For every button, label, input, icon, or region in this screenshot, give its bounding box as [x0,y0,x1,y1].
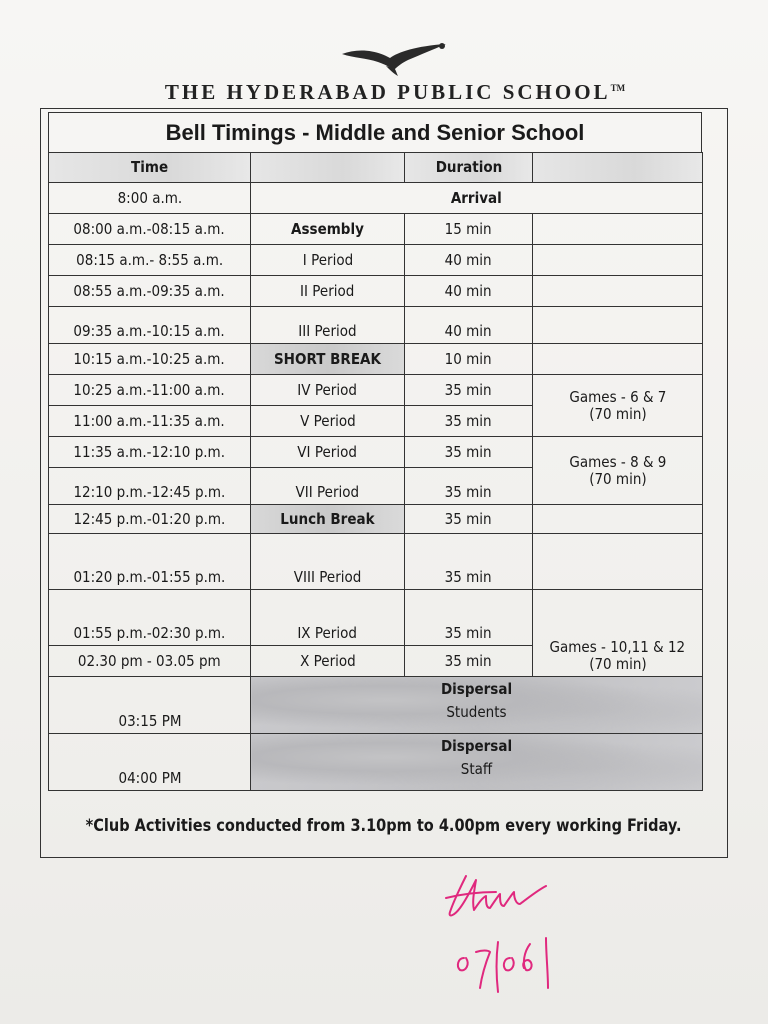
time-cell: 01:20 p.m.-01:55 p.m. [49,534,251,590]
handwritten-signature [438,858,568,998]
event-cell: Arrival [251,183,703,214]
event-cell: IV Period [251,375,405,406]
table-row [49,276,703,307]
games-note-cell: Games - 10,11 & 12 (70 min) [533,590,703,677]
duration-cell: 35 min [405,590,533,646]
dispersal-cell: Dispersal Staff [251,734,703,791]
event-cell: III Period [251,307,405,344]
duration-cell: 10 min [405,344,533,375]
event-cell: Assembly [251,214,405,245]
time-cell: 08:55 a.m.-09:35 a.m. [49,276,251,307]
table-row [49,307,703,344]
duration-cell: 40 min [405,245,533,276]
duration-cell: 35 min [405,468,533,505]
table-row [49,344,703,375]
table-row [49,534,703,590]
footer-note: *Club Activities conducted from 3.10pm to 4.00pm every working Friday. [86,815,682,835]
duration-cell: 40 min [405,276,533,307]
time-cell: 11:00 a.m.-11:35 a.m. [49,406,251,437]
notes-cell [533,534,703,590]
table-row [49,505,703,534]
time-cell: 12:10 p.m.-12:45 p.m. [49,468,251,505]
time-cell: 04:00 PM [49,734,251,791]
time-cell: 10:25 a.m.-11:00 a.m. [49,375,251,406]
event-cell: V Period [251,406,405,437]
table-row [49,214,703,245]
time-cell: 11:35 a.m.-12:10 p.m. [49,437,251,468]
table-row [49,590,703,646]
event-cell: SHORT BREAK [251,344,405,375]
duration-cell: 40 min [405,307,533,344]
dispersal-row [49,677,703,734]
time-cell: 10:15 a.m.-10:25 a.m. [49,344,251,375]
table-row [49,437,703,468]
notes-cell [533,245,703,276]
event-cell: Lunch Break [251,505,405,534]
notes-cell [533,344,703,375]
event-cell: IX Period [251,590,405,646]
event-cell: VIII Period [251,534,405,590]
notes-cell [533,214,703,245]
header-row [49,153,703,183]
duration-cell: 35 min [405,375,533,406]
duration-cell: 35 min [405,505,533,534]
duration-cell: 35 min [405,437,533,468]
time-cell: 8:00 a.m. [49,183,251,214]
table-row [49,375,703,406]
table-row [49,245,703,276]
table-row [49,183,703,214]
games-note-cell: Games - 8 & 9 (70 min) [533,437,703,505]
games-note-cell: Games - 6 & 7 (70 min) [533,375,703,437]
event-cell: VII Period [251,468,405,505]
bell-timings-table [48,152,703,791]
time-cell: 02.30 pm - 03.05 pm [49,646,251,677]
time-cell: 08:00 a.m.-08:15 a.m. [49,214,251,245]
time-cell: 09:35 a.m.-10:15 a.m. [49,307,251,344]
duration-cell: 15 min [405,214,533,245]
table-title: Bell Timings - Middle and Senior School [48,112,702,152]
event-cell: I Period [251,245,405,276]
time-cell: 12:45 p.m.-01:20 p.m. [49,505,251,534]
event-cell: VI Period [251,437,405,468]
time-cell: 08:15 a.m.- 8:55 a.m. [49,245,251,276]
duration-cell: 35 min [405,534,533,590]
signature-date: 07/06 [438,858,441,859]
event-cell: X Period [251,646,405,677]
column-header-event [251,153,405,183]
duration-cell: 35 min [405,406,533,437]
duration-cell: 35 min [405,646,533,677]
event-cell: II Period [251,276,405,307]
notes-cell [533,276,703,307]
notes-cell [533,307,703,344]
column-header-duration: Duration [405,153,533,183]
notes-cell [533,505,703,534]
time-cell: 01:55 p.m.-02:30 p.m. [49,590,251,646]
dispersal-cell: Dispersal Students [251,677,703,734]
dispersal-row [49,734,703,791]
school-name: THE HYDERABAD PUBLIC SCHOOL™ [164,80,626,104]
time-cell: 03:15 PM [49,677,251,734]
column-header-notes [533,153,703,183]
eagle-logo-icon [338,40,450,80]
column-header-time: Time [49,153,251,183]
